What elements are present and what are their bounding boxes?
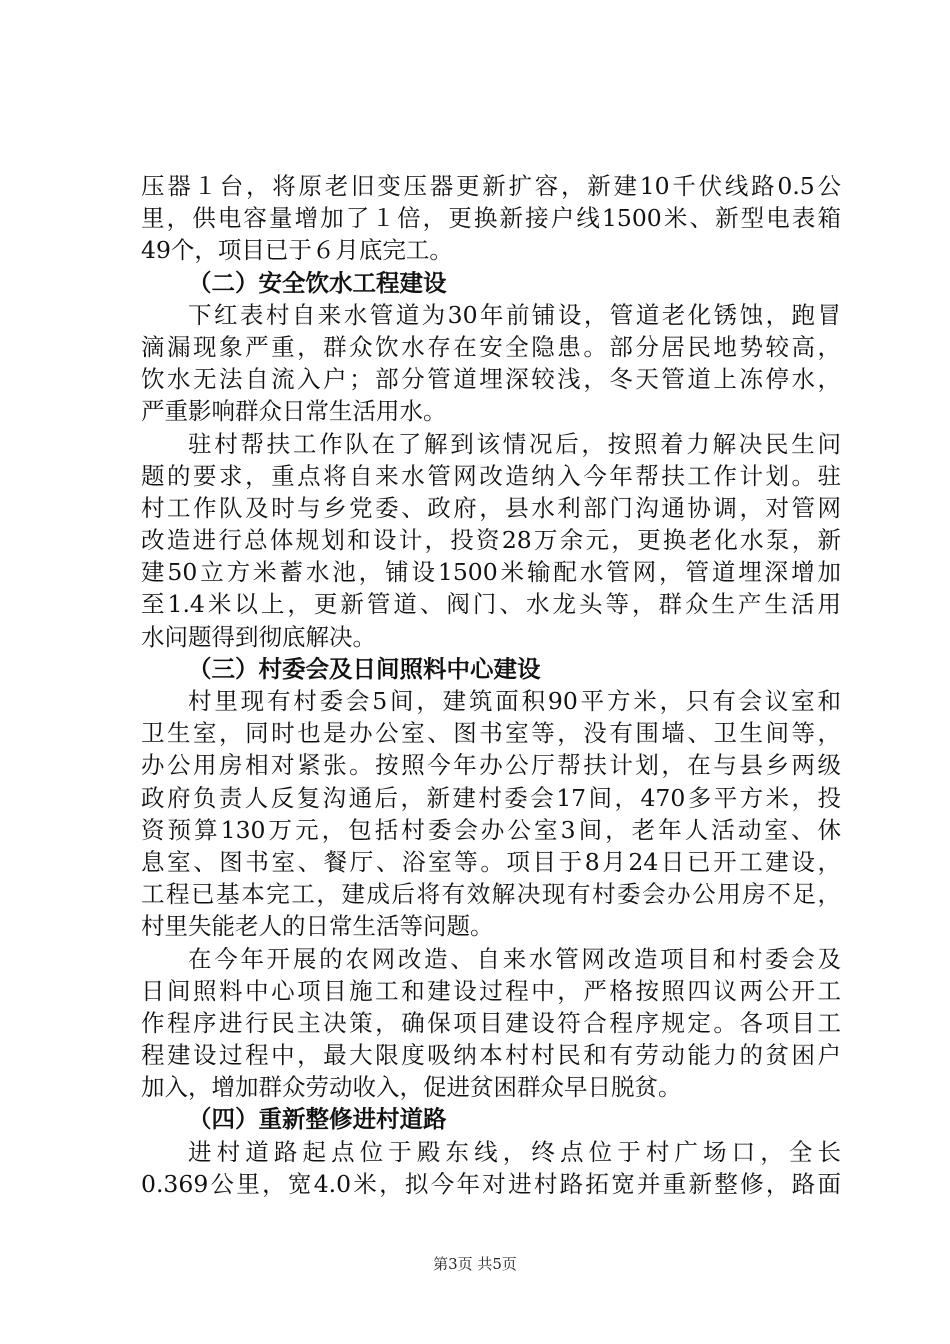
text-line: 村里失能老人的日常生活等问题。 bbox=[141, 912, 494, 941]
section-heading bbox=[141, 1103, 841, 1135]
paragraph bbox=[141, 299, 841, 428]
page-footer: 第3页 共5页 bbox=[433, 1255, 517, 1273]
text-line: 建50立方米蓄水池，铺设1500米输配水管网，管道埋深增加 bbox=[141, 558, 841, 587]
paragraph bbox=[141, 170, 841, 267]
text-line: 资预算130万元，包括村委会办公室3间，老年人活动室、休 bbox=[141, 815, 841, 844]
paragraph bbox=[141, 943, 841, 1104]
text-line: 滴漏现象严重，群众饮水存在安全隐患。部分居民地势较高， bbox=[141, 332, 841, 361]
text-line: 加入，增加群众劳动收入，促进贫困群众早日脱贫。 bbox=[141, 1073, 682, 1102]
text-line: 题的要求，重点将自来水管网改造纳入今年帮扶工作计划。驻 bbox=[141, 461, 841, 490]
text-line: 政府负责人反复沟通后，新建村委会17间，470多平方米，投 bbox=[141, 783, 841, 812]
text-line: 压器１台，将原老旧变压器更新扩容，新建10千伏线路0.5公 bbox=[141, 172, 841, 200]
text-line: 村里现有村委会5间，建筑面积90平方米，只有会议室和 bbox=[188, 687, 841, 715]
text-line: 下红表村自来水管道为30年前铺设，管道老化锈蚀，跑冒 bbox=[188, 300, 841, 329]
text-line: 程建设过程中，最大限度吸纳本村村民和有劳动能力的贫困户 bbox=[141, 1041, 841, 1070]
text-line: 在今年开展的农网改造、自来水管网改造项目和村委会及 bbox=[188, 944, 841, 973]
text-line: 卫生室，同时也是办公室、图书室等，没有围墙、卫生间等， bbox=[141, 719, 841, 748]
text-line: 里，供电容量增加了１倍，更换新接户线1500米、新型电表箱 bbox=[141, 204, 841, 233]
section-heading bbox=[141, 267, 841, 299]
section-heading bbox=[141, 653, 841, 685]
text-line: 作程序进行民主决策，确保项目建设符合程序规定。各项目工 bbox=[141, 1008, 841, 1037]
heading-text: （二）安全饮水工程建设 bbox=[188, 268, 447, 297]
text-line: 进村道路起点位于殿东线，终点位于村广场口，全长 bbox=[188, 1137, 841, 1166]
heading-text: （三）村委会及日间照料中心建设 bbox=[188, 654, 541, 683]
text-line: 工程已基本完工，建成后将有效解决现有村委会办公用房不足， bbox=[141, 880, 841, 909]
paragraph bbox=[141, 428, 841, 653]
text-line: 日间照料中心项目施工和建设过程中，严格按照四议两公开工 bbox=[141, 976, 841, 1005]
text-line: 饮水无法自流入户；部分管道埋深较浅，冬天管道上冻停水， bbox=[141, 365, 841, 394]
text-line: 至1.4米以上，更新管道、阀门、水龙头等，群众生产生活用 bbox=[141, 590, 841, 619]
text-line: 水问题得到彻底解决。 bbox=[141, 622, 376, 651]
text-line: 息室、图书室、餐厅、浴室等。项目于8月24日已开工建设， bbox=[141, 847, 841, 876]
text-line: 村工作队及时与乡党委、政府，县水利部门沟通协调，对管网 bbox=[141, 493, 841, 522]
paragraph bbox=[141, 685, 841, 943]
text-line: 严重影响群众日常生活用水。 bbox=[141, 397, 447, 426]
text-line: 49个，项目已于６月底完工。 bbox=[141, 236, 453, 265]
text-line: 驻村帮扶工作队在了解到该情况后，按照着力解决民生问 bbox=[188, 429, 841, 458]
text-line: 办公用房相对紧张。按照今年办公厅帮扶计划，在与县乡两级 bbox=[141, 751, 841, 780]
paragraph bbox=[141, 1136, 841, 1200]
heading-text: （四）重新整修进村道路 bbox=[188, 1105, 447, 1134]
document-body bbox=[141, 170, 841, 1200]
text-line: 0.369公里，宽4.0米，拟今年对进村路拓宽并重新整修，路面 bbox=[141, 1169, 841, 1198]
text-line: 改造进行总体规划和设计，投资28万余元，更换老化水泵，新 bbox=[141, 526, 841, 555]
